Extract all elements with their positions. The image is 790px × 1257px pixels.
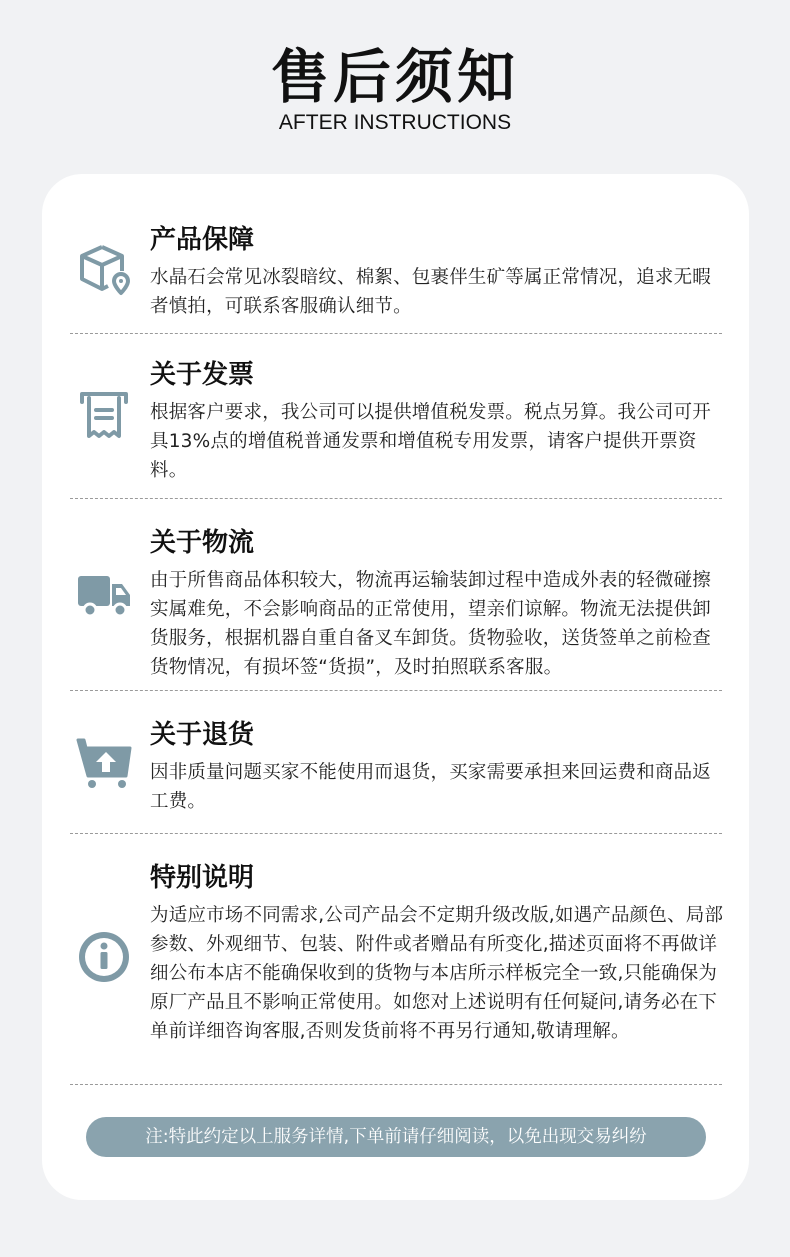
receipt-icon: [76, 388, 132, 444]
section-heading: 关于发票: [150, 360, 255, 390]
instructions-card: [42, 174, 749, 1200]
section-body: 水晶石会常见冰裂暗纹、棉絮、包裹伴生矿等属正常情况，追求无暇者慎拍，可联系客服确认细节。: [150, 267, 712, 317]
page-subtitle: AFTER INSTRUCTIONS: [278, 111, 512, 134]
section-heading: 特别说明: [150, 863, 255, 893]
divider: [70, 690, 722, 691]
divider: [70, 1084, 722, 1085]
section-heading: 产品保障: [150, 225, 255, 255]
notice-banner: 注:特此约定以上服务详情,下单前请仔细阅读，以免出现交易纠纷: [86, 1117, 706, 1157]
page-title: 售后须知: [270, 43, 519, 111]
divider: [70, 333, 722, 334]
section-heading: 关于物流: [150, 528, 255, 558]
section-body: 根据客户要求，我公司可以提供增值税发票。税点另算。我公司可开具13%点的增值税普通发票和增值税专用发票，请客户提供开票资料。: [150, 402, 712, 481]
divider: [70, 498, 722, 499]
divider: [70, 833, 722, 834]
section-body: 由于所售商品体积较大，物流再运输装卸过程中造成外表的轻微碰擦实属难免，不会影响商品的正常使用，望亲们谅解。物流无法提供卸货服务，根据机器自重自备叉车卸货。货物验收，送货签单之前检查货物情况，有损坏签“货损”，及时拍照联系客服。: [150, 570, 712, 678]
package-location-icon: [76, 241, 132, 297]
section-body: 因非质量问题买家不能使用而退货，买家需要承担来回运费和商品返工费。: [150, 762, 712, 812]
truck-icon: [76, 568, 132, 624]
section-heading: 关于退货: [150, 720, 255, 750]
section-body: 为适应市场不同需求,公司产品会不定期升级改版,如遇产品颜色、局部参数、外观细节、包装、附件或者赠品有所变化,描述页面将不再做详细公布本店不能确保收到的货物与本店所示样板完全一致,只能确保为原厂产品且不影响正常使用。如您对上述说明有任何疑问,请务必在下单前详细咨询客服,否则发货前将不再另行通知,敬请理解。: [150, 905, 724, 1042]
info-icon: [76, 929, 132, 985]
cart-return-icon: [76, 734, 132, 790]
